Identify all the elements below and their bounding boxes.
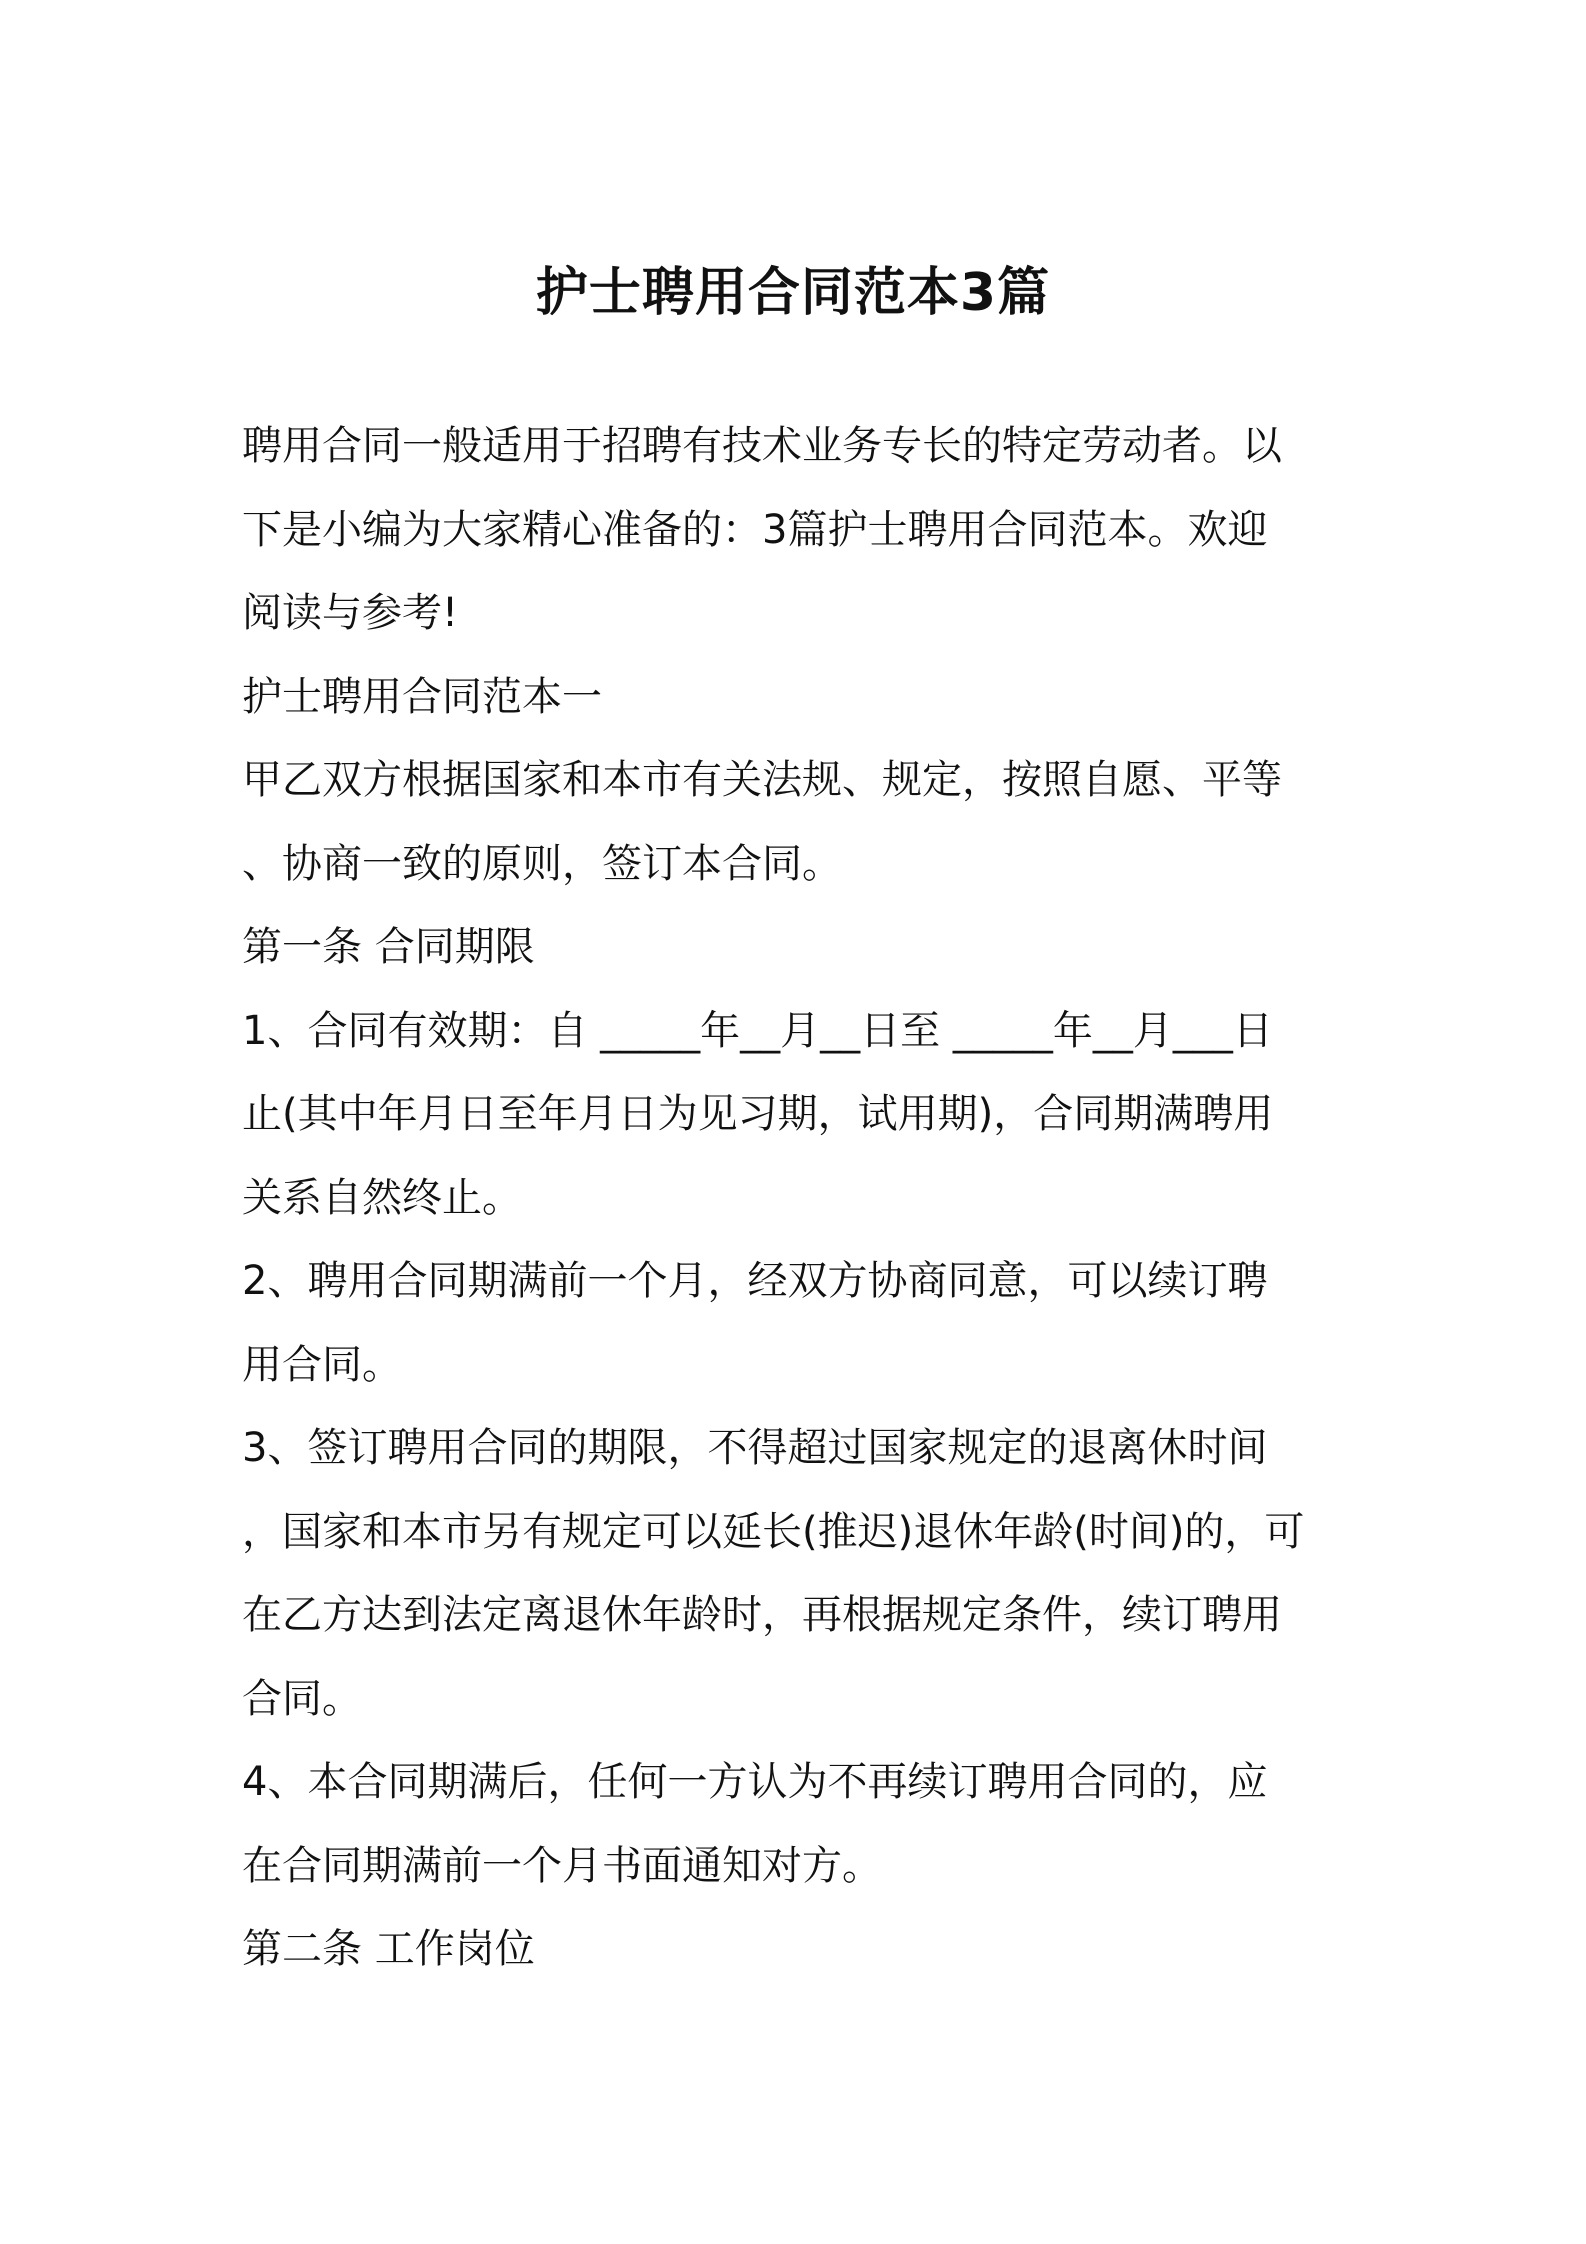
text-line: ，国家和本市另有规定可以延长(推迟)退休年龄(时间)的，可 (242, 1508, 1305, 1555)
text-line: 第二条 工作岗位 (242, 1926, 535, 1972)
text-line: 甲乙双方根据国家和本市有关法规、规定，按照自愿、平等 (242, 757, 1282, 803)
text-line: 1、合同有效期：自 _____年__月__日至 _____年__月___日 (242, 1007, 1273, 1054)
clause-paragraph (242, 990, 1362, 1241)
text-line: 止(其中年月日至年月日为见习期，试用期)，合同期满聘用 (242, 1091, 1274, 1137)
article-heading (242, 906, 1362, 990)
text-line: 护士聘用合同范本一 (242, 673, 602, 720)
text-line: 、协商一致的原则，签订本合同。 (242, 840, 842, 887)
text-line: 合同。 (242, 1675, 362, 1722)
text-line: 2、聘用合同期满前一个月，经双方协商同意，可以续订聘 (242, 1258, 1268, 1304)
text-line: 聘用合同一般适用于招聘有技术业务专长的特定劳动者。以 (242, 423, 1282, 469)
clause-paragraph (242, 1240, 1362, 1407)
document-title: 护士聘用合同范本3篇 (535, 263, 1051, 323)
document-body (242, 405, 1362, 1992)
text-line: 下是小编为大家精心准备的：3篇护士聘用合同范本。欢迎 (242, 506, 1268, 553)
text-line: 关系自然终止。 (242, 1174, 522, 1221)
text-line: 在合同期满前一个月书面通知对方。 (242, 1842, 882, 1889)
intro-paragraph (242, 405, 1362, 656)
text-line: 4、本合同期满后，任何一方认为不再续订聘用合同的，应 (242, 1759, 1268, 1805)
contract-preamble (242, 739, 1362, 906)
clause-paragraph (242, 1407, 1362, 1741)
section-heading (242, 656, 1362, 740)
text-line: 在乙方达到法定离退休年龄时，再根据规定条件，续订聘用 (242, 1592, 1282, 1638)
text-line: 3、签订聘用合同的期限，不得超过国家规定的退离休时间 (242, 1425, 1268, 1471)
text-line: 阅读与参考! (242, 590, 459, 636)
text-line: 第一条 合同期限 (242, 924, 535, 970)
text-line: 用合同。 (242, 1341, 402, 1388)
clause-paragraph (242, 1741, 1362, 1908)
article-heading (242, 1908, 1362, 1992)
